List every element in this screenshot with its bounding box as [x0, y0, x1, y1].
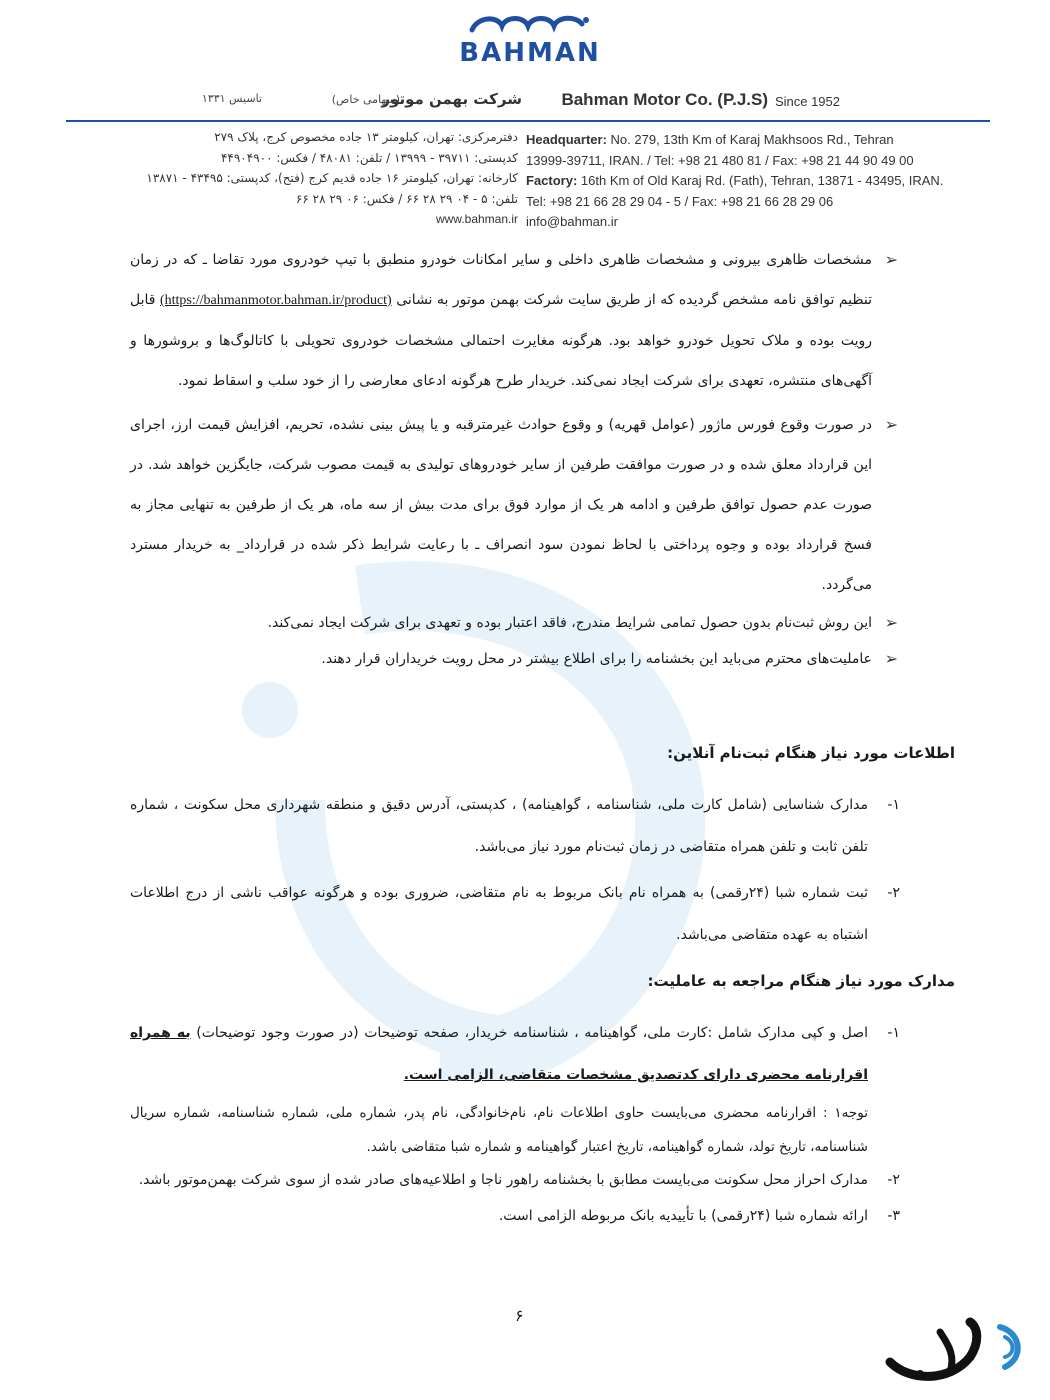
check-arrow-icon: ➢ [884, 613, 898, 632]
item-number: ۲- [887, 1172, 900, 1188]
list-item [130, 1164, 900, 1196]
email-link[interactable]: info@bahman.ir [526, 214, 618, 229]
bullet-item [130, 607, 900, 639]
page-number: ۶ [515, 1306, 524, 1325]
factory-line2: Tel: +98 21 66 28 29 04 - 5 / Fax: +98 21 66 28 29 06 [526, 193, 834, 209]
online-requirements [130, 784, 900, 956]
footer-brand-logo [880, 1302, 1030, 1392]
item-text: مدارک شناسایی (شامل کارت ملی، شناسنامه ، گواهینامه) ، کدپستی، آدرس دقیق و منطقه شهرداری محل سکونت ، شماره تلفن ثابت و تلفن همراه متقاضی در زمان ثبت‌نام مورد نیاز می‌باشد. [130, 797, 868, 855]
note-text: توجه۱ : اقرارنامه محضری می‌بایست حاوی اطلاعات نام، نام‌خانوادگی، نام پدر، شماره ملی، شماره شناسنامه، شماره سریال شناسنامه، تاریخ تولد، شماره گواهینامه، تاریخ اعتبار گواهینامه و شماره شبا متقاضی باشد. [130, 1105, 868, 1155]
list-item [130, 1012, 900, 1096]
product-link[interactable]: (https://bahmanmotor.bahman.ir/product) [159, 293, 392, 308]
header-divider [66, 120, 990, 122]
dealer-requirements [130, 1012, 900, 1232]
list-item [130, 784, 900, 868]
brand-name: BAHMAN [459, 38, 601, 68]
address-fa-line2: کدپستی: ۳۹۷۱۱ - ۱۳۹۹۹ / تلفن: ۴۸۰۸۱ / فکس: ۴۴۹۰۴۹۰۰ [220, 150, 518, 165]
list-item [130, 872, 900, 956]
factory-label: Factory: [526, 173, 578, 188]
list-item [130, 1200, 900, 1232]
logo-mark-icon [468, 14, 592, 36]
item-text: ثبت شماره شبا (۲۴رقمی) به همراه نام بانک مربوط به نام متقاضی، ضروری بوده و هرگونه عواقب ناشی از درج اطلاعات اشتباه به عهده متقاضی می‌باشد. [130, 885, 868, 943]
item-number: ۲- [887, 885, 900, 901]
item-text: ارائه شماره شبا (۲۴رقمی) با تأییدیه بانک مربوطه الزامی است. [498, 1208, 868, 1224]
bullet-text: مشخصات ظاهری بیرونی و مشخصات ظاهری داخلی و سایر امکانات خودرو منطبق با تیپ خودروی مورد تقاضا ـ که در زمان تنظیم توافق نامه مشخص گردیده که از طریق سایت شرکت بهمن موتور به نشانی [130, 252, 873, 308]
address-fa-line4: تلفن: ۵ - ۰۴ ۲۹ ۲۸ ۶۶ / فکس: ۰۶ ۲۹ ۲۸ ۶۶ [295, 191, 518, 206]
check-arrow-icon: ➢ [884, 649, 898, 668]
address-en [526, 130, 976, 233]
founded-text: تاسیس ۱۳۳۱ [201, 92, 262, 105]
website-link[interactable]: www.bahman.ir [435, 212, 518, 226]
item-number: ۳- [887, 1208, 900, 1224]
item-number: ۱- [887, 1025, 900, 1041]
section-heading-online: اطلاعات مورد نیاز هنگام ثبت‌نام آنلاین: [667, 744, 955, 762]
company-name-fa: شرکت بهمن موتور [381, 90, 522, 108]
check-arrow-icon: ➢ [884, 415, 898, 434]
since-text: Since 1952 [774, 94, 840, 109]
item-text: مدارک احراز محل سکونت می‌بایست مطابق با بخشنامه راهور ناجا و اطلاعیه‌های صادر شده از سوی شرکت بهمن‌موتور باشد. [138, 1172, 868, 1188]
company-name-en: Bahman Motor Co. (P.J.S) [561, 90, 768, 109]
check-arrow-icon: ➢ [884, 250, 898, 269]
terms-bullets [130, 240, 900, 675]
address-fa [108, 127, 518, 230]
address-fa-line3: کارخانه: تهران، کیلومتر ۱۶ جاده قدیم کرج (فتح)، کدپستی: ۴۳۴۹۵ - ۱۳۸۷۱ [146, 171, 518, 185]
company-logo [440, 14, 620, 68]
item-emphasis: به همراه اقرارنامه محضری دارای کدتصدیق مشخصات متقاضی، الزامی است. [130, 1025, 868, 1083]
company-line [180, 90, 840, 114]
section-heading-dealer: مدارک مورد نیاز هنگام مراجعه به عاملیت: [647, 972, 955, 990]
bullet-text: عاملیت‌های محترم می‌باید این بخشنامه را برای اطلاع بیشتر در محل رویت خریداران قرار دهند. [321, 651, 872, 667]
factory-line1: 16th Km of Old Karaj Rd. (Fath), Tehran, 13871 - 43495, IRAN. [577, 173, 944, 188]
bullet-text: این روش ثبت‌نام بدون حصول تمامی شرایط مندرج، فاقد اعتبار بوده و تعهدی برای شرکت ایجاد نمی‌کند. [267, 615, 872, 631]
bullet-item [130, 405, 900, 605]
bullet-item [130, 240, 900, 401]
bullet-item [130, 643, 900, 675]
item-text: اصل و کپی مدارک شامل :کارت ملی، گواهینامه ، شناسنامه خریدار، صفحه توضیحات (در صورت وجود توضیحات) [196, 1025, 869, 1041]
item-number: ۱- [887, 797, 900, 813]
hq-label: Headquarter: [526, 132, 607, 147]
bullet-text: قابل رویت بوده و ملاک تحویل خودرو خواهد بود. هرگونه مغایرت احتمالی مشخصات خودروی تحویلی با کاتالوگ‌ها و بروشورها و آگهی‌های منتشره، تعهدی برای شرکت ایجاد نمی‌کند. خریدار طرح هرگونه ادعای معارضی را از خود سلب و اسقاط نمود. [130, 292, 872, 389]
address-fa-line1: دفترمرکزی: تهران، کیلومتر ۱۳ جاده مخصوص کرج، پلاک ۲۷۹ [214, 130, 518, 144]
company-type: (سهامی خاص) [331, 93, 400, 106]
bullet-text: در صورت وقوع فورس ماژور (عوامل قهریه) و وقوع حوادث غیرمترقبه و یا پیش بینی نشده، تحریم، افزایش قیمت ارز، اجرای این قرارداد معلق شده و در صورت موافقت طرفین از سایر خودروهای تولیدی به قیمت مصوب شرکت، جایگزین خواهد شد. در صورت عدم حصول توافق طرفین و ادامه هر یک از موارد فوق برای مدت بیش از سه ماه، هر یک از طرفین به تنهایی مجاز به فسخ قرارداد بوده و وجوه پرداختی با لحاظ نمودن سود انصراف ـ با رعایت شرایط ذکر شده در قرارداد_ به خریدار مسترد می‌گردد. [130, 417, 872, 593]
hq-line2: 13999-39711, IRAN. / Tel: +98 21 480 81 / Fax: +98 21 44 90 49 00 [526, 152, 914, 168]
hq-line1: No. 279, 13th Km of Karaj Makhsoos Rd., Tehran [606, 132, 894, 147]
